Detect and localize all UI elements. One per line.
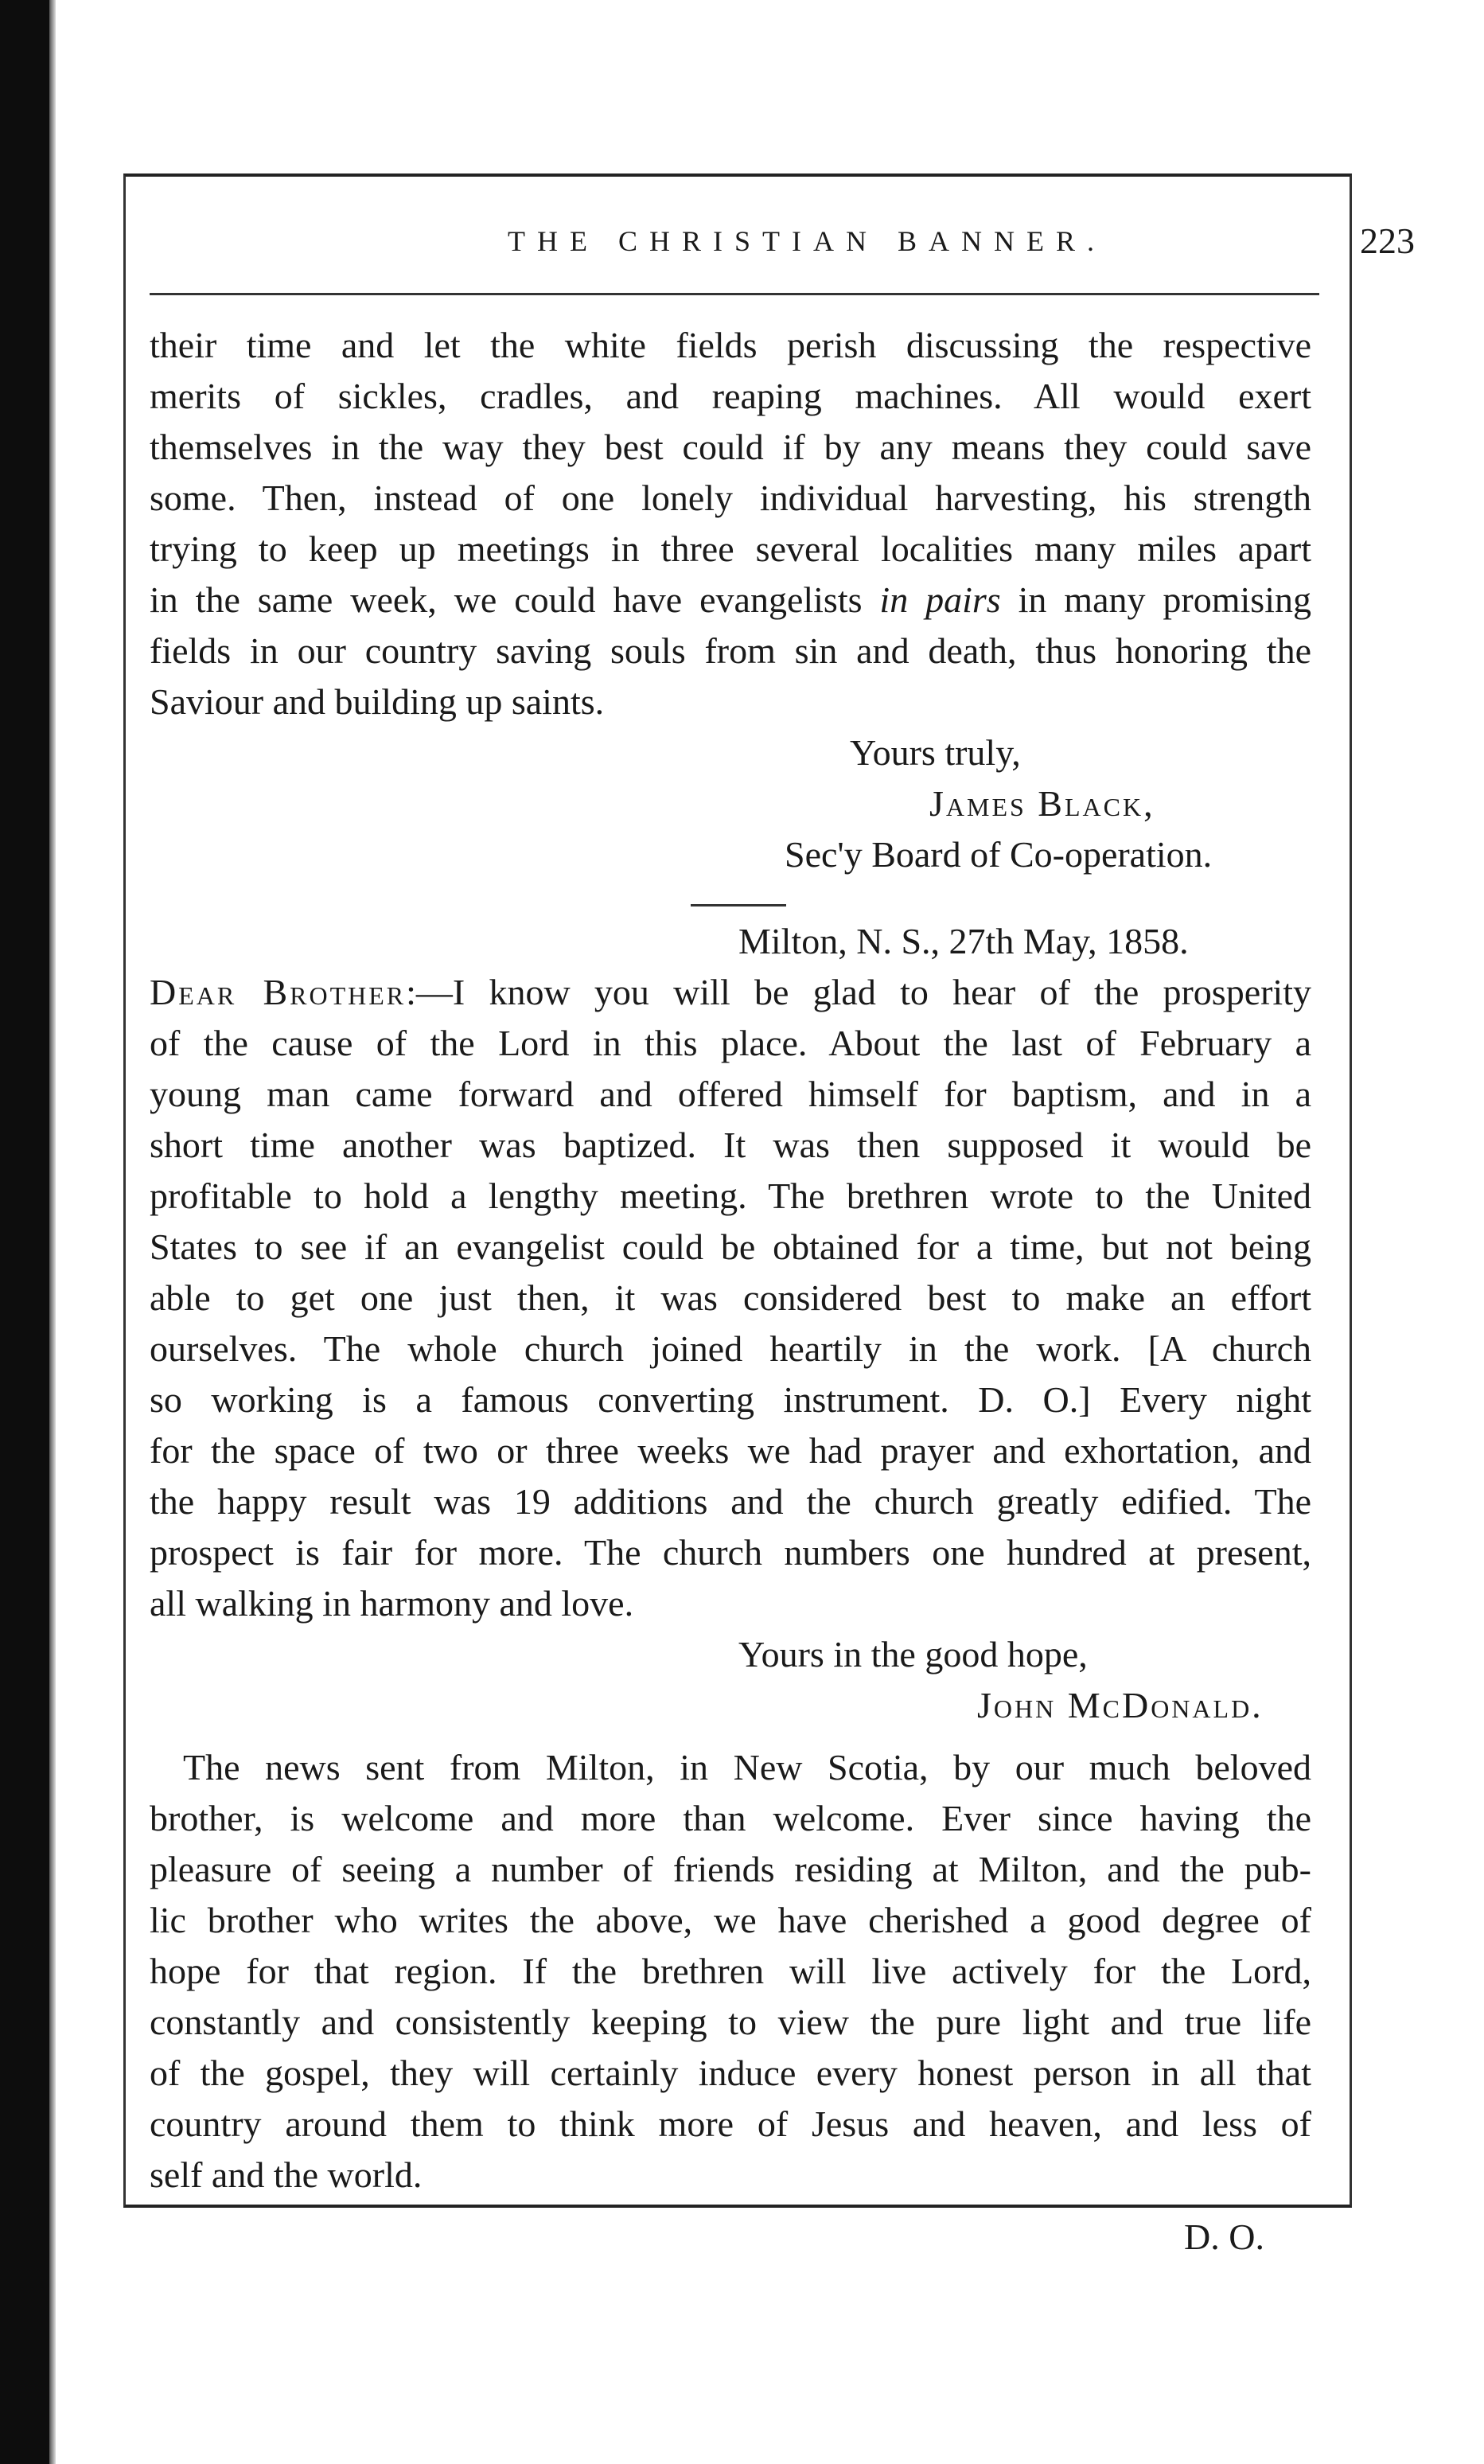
closing: Yours truly,	[850, 732, 1021, 773]
text-line: constantly and consistently keeping to view the pure light and true life	[150, 2002, 1311, 2042]
text-line: all walking in harmony and love.	[150, 1583, 634, 1624]
text-line: trying to keep up meetings in three several localities many miles apart	[150, 528, 1311, 569]
text-line: pleasure of seeing a number of friends residing at Milton, and the pub-	[150, 1849, 1311, 1889]
text-line: merits of sickles, cradles, and reaping machines. All would exert	[150, 376, 1311, 416]
text-line: so working is a famous converting instrument. D. O.] Every night	[150, 1379, 1311, 1420]
text-line-with-italic	[150, 575, 1311, 626]
text-line: of the cause of the Lord in this place. About the last of February a	[150, 1023, 1311, 1063]
text-line: themselves in the way they best could if by any means they could save	[150, 427, 1311, 467]
text-span: :—I know you will be glad to hear of the prosperity	[406, 972, 1311, 1012]
text-line: States to see if an evangelist could be obtained for a time, but not being	[150, 1226, 1311, 1267]
text-span: in the same week, we could have evangelists	[150, 579, 880, 620]
text-line: fields in our country saving souls from sin and death, thus honoring the	[150, 630, 1311, 671]
italic-emphasis: in pairs	[879, 579, 1001, 620]
text-span: in many promising	[1000, 579, 1311, 620]
section-divider	[691, 904, 786, 906]
text-line: self and the world.	[150, 2154, 423, 2195]
text-line: lic brother who writes the above, we have cherished a good degree of	[150, 1900, 1311, 1940]
header-rule	[150, 293, 1319, 295]
text-line: young man came forward and offered himself for baptism, and in a	[150, 1074, 1311, 1114]
text-line: prospect is fair for more. The church numbers one hundred at present,	[150, 1532, 1311, 1573]
text-line: for the space of two or three weeks we had prayer and exhortation, and	[150, 1430, 1311, 1471]
text-line: hope for that region. If the brethren will live actively for the Lord,	[150, 1951, 1311, 1991]
signature: James Black,	[929, 783, 1155, 824]
text-line: the happy result was 19 additions and the church greatly edified. The	[150, 1481, 1311, 1522]
text-line-salutation	[150, 967, 1311, 1018]
text-line: profitable to hold a lengthy meeting. The brethren wrote to the United	[150, 1175, 1311, 1216]
running-title: THE CHRISTIAN BANNER.	[508, 225, 1106, 257]
page-body	[150, 320, 1311, 2263]
salutation: Dear Brother	[150, 972, 407, 1012]
page-number: 223	[1360, 220, 1415, 261]
text-line: their time and let the white fields perish discussing the respective	[150, 325, 1311, 365]
closing: Yours in the good hope,	[738, 1634, 1088, 1675]
text-line: The news sent from Milton, in New Scotia, by our much beloved	[183, 1747, 1311, 1788]
text-line: able to get one just then, it was considered best to make an effort	[150, 1277, 1311, 1318]
binding-edge	[0, 0, 49, 2464]
signatory-title: Sec'y Board of Co-operation.	[785, 834, 1213, 875]
page-header	[245, 220, 1415, 272]
text-line: short time another was baptized. It was then supposed it would be	[150, 1125, 1311, 1165]
page-frame	[123, 173, 1415, 2257]
editor-signature: D. O.	[1184, 2216, 1264, 2257]
dateline: Milton, N. S., 27th May, 1858.	[738, 921, 1189, 961]
text-line: Saviour and building up saints.	[150, 681, 605, 722]
text-line: of the gospel, they will certainly induce every honest person in all that	[150, 2053, 1311, 2093]
text-line: some. Then, instead of one lonely individual harvesting, his strength	[150, 478, 1311, 518]
signature: John McDonald.	[977, 1685, 1264, 1725]
text-line: ourselves. The whole church joined heartily in the work. [A church	[150, 1328, 1311, 1369]
text-line: brother, is welcome and more than welcome. Ever since having the	[150, 1798, 1311, 1838]
binding-shadow	[49, 0, 56, 2464]
text-line: country around them to think more of Jesus and heaven, and less of	[150, 2103, 1311, 2144]
